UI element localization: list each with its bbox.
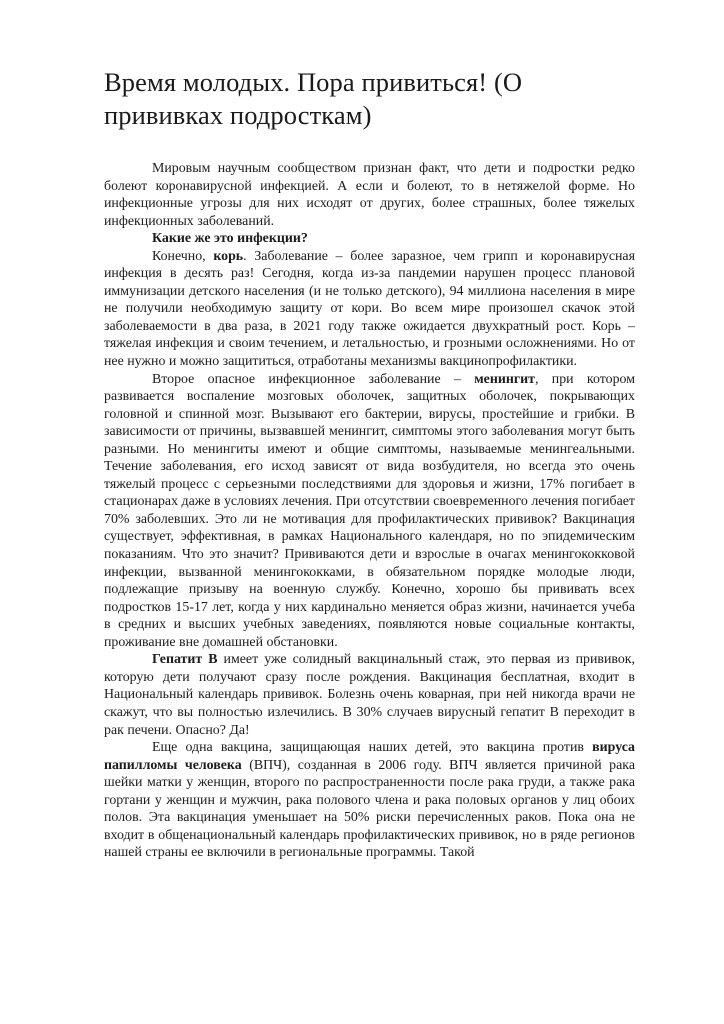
text-run-bold: менингит [474,371,535,387]
text-run-bold: Гепатит В [152,652,218,668]
paragraph-heading-which-infections [104,230,635,248]
text-run: , при котором развивается воспаление мозговых оболочек, защитных оболочек, покрывающих головной и спинной мозг. Вызывают его бактерии, вирусы, простейшие и грибки. В зависимости от причины, вызвавшей менингит, симптомы этого заболевания могут быть разными. Но менингиты имеют и общие симптомы, называемые менингеальными. Течение заболевания, его исход зависят от вида возбудителя, но всегда это очень тяжелый процесс с серьезными последствиями для здоровья и жизни, 17% погибает в стационарах даже в условиях лечения. При отсутствии своевременного лечения погибает 70% заболевших. Это ли не мотивация для профилактических прививок? Вакцинация существует, эффективная, в рамках Национального календаря, но по эпидемическим показаниям. Что это значит? Прививаются дети и взрослые в очагах менингококковой инфекции, вызванной менингококками, в обязательном порядке молодые люди, подлежащие призыву на военную службу. Конечно, хорошо бы прививать всех подростков 15-17 лет, когда у них кардинально меняется образ жизни, начинается учеба в средних и высших учебных заведениях, появляются новые социальные контакты, проживание вне домашней обстановки. [104,371,635,650]
text-run-bold: вируса папилломы человека [104,740,635,773]
text-run: (ВПЧ), созданная в 2006 году. ВПЧ является причиной рака шейки матки у женщин, второго по распространенности после рака груди, а также рака гортани у женщин и мужчин, рака полового члена и рака половых органов у лиц обоих полов. Эта вакцинация уменьшает на 50% риски перечисленных раков. Пока она не входит в общенациональный календарь профилактических прививок, но в ряде регионов нашей страны ее включили в региональные программы. Такой [104,757,635,861]
text-run: имеет уже солидный вакцинальный стаж, это первая из прививок, которую дети получают сразу после рождения. Вакцинация бесплатная, входит в Национальный календарь прививок. Болезнь очень коварная, при ней никогда врачи не скажут, что вы полностью излечились. В 30% случаев вирусный гепатит В переходит в рак печени. Опасно? Да! [104,652,636,738]
paragraph-hepatitis-b [104,651,635,739]
text-run: Еще одна вакцина, защищающая наших детей, это вакцина против [152,740,593,756]
text-run: Конечно, [152,248,214,264]
paragraph-meningitis [104,371,635,652]
text-run-bold: корь [213,248,244,264]
paragraph-list [104,160,635,862]
text-run-bold: Какие же это инфекции? [152,231,308,247]
paragraph-intro [104,160,635,230]
text-run: Мировым научным сообществом признан факт, что дети и подростки редко болеют коронавирусной инфекцией. А если и болеют, то в нетяжелой форме. Но инфекционные угрозы для них исходят от других, более страшных, более тяжелых инфекционных заболеваний. [104,161,635,229]
text-run: Второе опасное инфекционное заболевание – [152,371,475,387]
document-body [104,66,635,862]
text-run: . Заболевание – более заразное, чем грипп и коронавирусная инфекция в десять раз! Сегодня, когда из-за пандемии нарушен процесс плановой иммунизации детского населения (и не только детского), 94 миллиона населения в мире не получили необходимую защиту от кори. Во всем мире произошел скачок этой заболеваемости в два раза, в 2021 году также ожидается двухкратный рост. Корь – тяжелая инфекция и своим течением, и летальностью, и грозными осложнениями. Но от нее нужно и можно защититься, отработаны механизмы вакцинопрофилактики. [104,248,635,370]
paragraph-measles [104,248,635,371]
paragraph-hpv [104,739,635,862]
page-title: Время молодых. Пора привиться! (О прививках подросткам) [104,67,523,130]
